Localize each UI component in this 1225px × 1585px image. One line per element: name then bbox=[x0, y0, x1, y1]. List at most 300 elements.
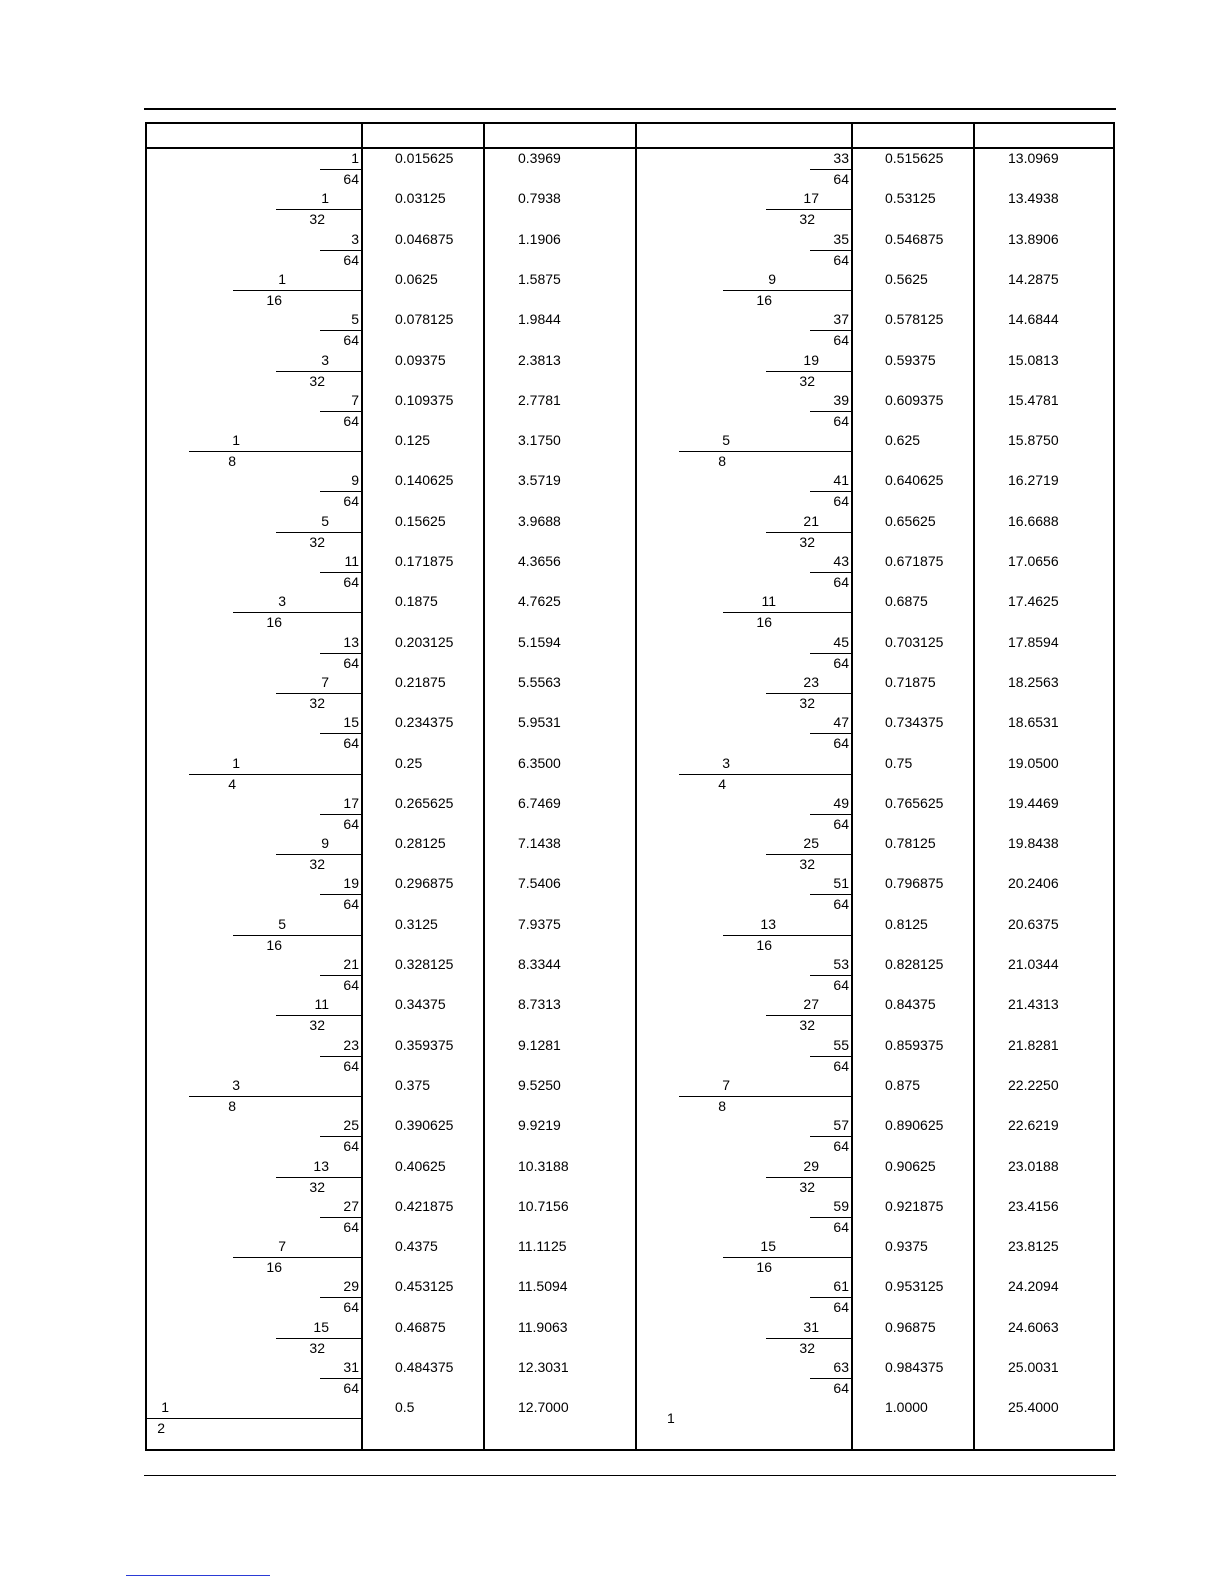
fraction-denominator: 16 bbox=[756, 614, 772, 631]
millimeter-value: 1.9844 bbox=[518, 311, 561, 328]
decimal-inch-value: 0.59375 bbox=[885, 351, 936, 368]
fraction-bar bbox=[766, 693, 851, 694]
millimeter-value: 17.0656 bbox=[1008, 553, 1059, 569]
fraction-numerator: 29 bbox=[803, 1157, 819, 1174]
millimeter-value: 11.1125 bbox=[518, 1238, 567, 1255]
decimal-inch-value: 0.359375 bbox=[395, 1036, 454, 1053]
fraction-numerator: 27 bbox=[343, 1197, 359, 1214]
fraction-denominator: 32 bbox=[309, 533, 325, 550]
decimal-inch-value: 0.421875 bbox=[395, 1197, 454, 1214]
decimal-inch-value: 0.484375 bbox=[395, 1359, 454, 1375]
fraction-numerator: 55 bbox=[833, 1036, 849, 1053]
millimeter-value: 19.8438 bbox=[1008, 835, 1059, 852]
column-divider bbox=[973, 124, 975, 1449]
fraction-numerator: 47 bbox=[833, 714, 849, 731]
fraction-denominator: 64 bbox=[343, 251, 359, 268]
millimeter-value: 1.1906 bbox=[518, 230, 561, 247]
decimal-inch-value: 0.5 bbox=[395, 1399, 415, 1416]
millimeter-value: 7.9375 bbox=[518, 915, 561, 932]
millimeter-value: 25.4000 bbox=[1008, 1399, 1059, 1416]
fraction-bar bbox=[276, 1338, 361, 1339]
fraction-bar bbox=[810, 1297, 851, 1298]
fraction-numerator: 7 bbox=[722, 1076, 730, 1093]
fraction-bar bbox=[189, 1096, 361, 1097]
fraction-bar bbox=[810, 733, 851, 734]
millimeter-value: 7.1438 bbox=[518, 835, 561, 852]
fraction-numerator: 11 bbox=[344, 553, 359, 569]
fraction-denominator: 32 bbox=[309, 1339, 325, 1356]
decimal-inch-value: 0.390625 bbox=[395, 1117, 454, 1134]
fraction-numerator: 37 bbox=[833, 311, 849, 328]
fraction-numerator: 31 bbox=[803, 1318, 819, 1335]
fraction-numerator: 9 bbox=[768, 270, 776, 287]
fraction-numerator: 23 bbox=[343, 1036, 359, 1053]
fraction-numerator: 3 bbox=[321, 351, 329, 368]
millimeter-value: 24.2094 bbox=[1008, 1278, 1059, 1295]
decimal-inch-value: 0.734375 bbox=[885, 714, 944, 731]
fraction-denominator: 64 bbox=[343, 332, 359, 349]
millimeter-value: 23.4156 bbox=[1008, 1197, 1059, 1214]
column-divider bbox=[851, 124, 853, 1449]
fraction-bar bbox=[276, 693, 361, 694]
fraction-denominator: 32 bbox=[799, 533, 815, 550]
decimal-inch-value: 0.21875 bbox=[395, 673, 446, 690]
fraction-bar bbox=[320, 250, 361, 251]
fraction-bar bbox=[146, 1418, 361, 1419]
fraction-denominator: 32 bbox=[799, 372, 815, 389]
millimeter-value: 5.9531 bbox=[518, 714, 561, 731]
decimal-inch-value: 0.859375 bbox=[885, 1036, 944, 1053]
fraction-numerator: 5 bbox=[722, 432, 730, 449]
fraction-bar bbox=[810, 491, 851, 492]
fraction-denominator: 8 bbox=[228, 1097, 236, 1114]
millimeter-value: 13.0969 bbox=[1008, 150, 1059, 166]
fraction-bar bbox=[320, 733, 361, 734]
millimeter-value: 17.8594 bbox=[1008, 633, 1059, 650]
fraction-bar bbox=[766, 532, 851, 533]
fraction-numerator: 61 bbox=[833, 1278, 849, 1295]
fraction-denominator: 64 bbox=[343, 1380, 359, 1396]
fraction-denominator: 8 bbox=[718, 453, 726, 470]
millimeter-value: 2.3813 bbox=[518, 351, 561, 368]
millimeter-value: 9.9219 bbox=[518, 1117, 561, 1134]
millimeter-value: 7.5406 bbox=[518, 875, 561, 892]
decimal-inch-value: 0.671875 bbox=[885, 553, 944, 569]
fraction-bar bbox=[233, 1257, 361, 1258]
fraction-numerator: 15 bbox=[760, 1238, 776, 1255]
decimal-inch-value: 0.71875 bbox=[885, 673, 936, 690]
millimeter-value: 10.7156 bbox=[518, 1197, 569, 1214]
fraction-numerator: 5 bbox=[278, 915, 286, 932]
millimeter-value: 17.4625 bbox=[1008, 593, 1059, 610]
decimal-inch-value: 0.09375 bbox=[395, 351, 446, 368]
fraction-denominator: 8 bbox=[718, 1097, 726, 1114]
fraction-denominator: 64 bbox=[343, 412, 359, 429]
fraction-numerator: 51 bbox=[833, 875, 849, 892]
fraction-denominator: 64 bbox=[343, 1138, 359, 1155]
fraction-denominator: 64 bbox=[343, 171, 359, 187]
fraction-bar bbox=[810, 1378, 851, 1379]
fraction-numerator: 1 bbox=[351, 150, 359, 166]
fraction-bar bbox=[810, 653, 851, 654]
fraction-numerator: 17 bbox=[803, 190, 819, 207]
decimal-inch-value: 0.546875 bbox=[885, 230, 944, 247]
decimal-inch-value: 0.765625 bbox=[885, 794, 944, 811]
millimeter-value: 22.6219 bbox=[1008, 1117, 1059, 1134]
fraction-bar bbox=[766, 1177, 851, 1178]
decimal-inch-value: 0.609375 bbox=[885, 391, 944, 408]
table-header-row bbox=[147, 124, 1113, 149]
fraction-denominator: 16 bbox=[756, 1259, 772, 1276]
fraction-denominator: 64 bbox=[343, 493, 359, 510]
fraction-numerator: 1 bbox=[232, 432, 240, 449]
fraction-denominator: 32 bbox=[799, 211, 815, 228]
fraction-bar bbox=[320, 1297, 361, 1298]
fraction-denominator: 64 bbox=[343, 815, 359, 832]
fraction-numerator: 59 bbox=[833, 1197, 849, 1214]
fraction-denominator: 64 bbox=[343, 735, 359, 752]
decimal-inch-value: 0.140625 bbox=[395, 472, 454, 489]
millimeter-value: 2.7781 bbox=[518, 391, 561, 408]
millimeter-value: 20.2406 bbox=[1008, 875, 1059, 892]
decimal-inch-value: 0.6875 bbox=[885, 593, 928, 610]
decimal-inch-value: 0.296875 bbox=[395, 875, 454, 892]
fraction-denominator: 32 bbox=[799, 1017, 815, 1034]
millimeter-value: 18.6531 bbox=[1008, 714, 1059, 731]
column-divider bbox=[635, 124, 637, 1449]
decimal-inch-value: 0.890625 bbox=[885, 1117, 944, 1134]
decimal-inch-value: 0.25 bbox=[395, 754, 423, 771]
fraction-bar bbox=[723, 612, 851, 613]
fraction-bar bbox=[766, 1015, 851, 1016]
millimeter-value: 8.7313 bbox=[518, 996, 561, 1013]
fraction-bar bbox=[320, 1217, 361, 1218]
fraction-denominator: 64 bbox=[833, 251, 849, 268]
fraction-bar bbox=[320, 814, 361, 815]
fraction-bar bbox=[320, 975, 361, 976]
fraction-denominator: 64 bbox=[833, 412, 849, 429]
decimal-inch-value: 0.921875 bbox=[885, 1197, 944, 1214]
fraction-numerator: 15 bbox=[313, 1318, 329, 1335]
fraction-bar bbox=[320, 1378, 361, 1379]
fraction-denominator: 4 bbox=[718, 775, 726, 792]
millimeter-value: 1.5875 bbox=[518, 270, 561, 287]
fraction-bar bbox=[320, 491, 361, 492]
fraction-numerator: 11 bbox=[314, 996, 329, 1013]
millimeter-value: 11.9063 bbox=[518, 1318, 568, 1335]
fraction-numerator: 33 bbox=[833, 150, 849, 166]
millimeter-value: 16.2719 bbox=[1008, 472, 1059, 489]
footer-link-underline bbox=[126, 1575, 270, 1576]
fraction-bar bbox=[723, 935, 851, 936]
fraction-bar bbox=[233, 290, 361, 291]
fraction-bar bbox=[320, 894, 361, 895]
fraction-denominator: 8 bbox=[228, 453, 236, 470]
millimeter-value: 19.0500 bbox=[1008, 754, 1059, 771]
millimeter-value: 16.6688 bbox=[1008, 512, 1059, 529]
fraction-numerator: 19 bbox=[343, 875, 359, 892]
fraction-numerator: 11 bbox=[761, 593, 776, 610]
decimal-inch-value: 0.90625 bbox=[885, 1157, 936, 1174]
fraction-numerator: 63 bbox=[833, 1359, 849, 1375]
millimeter-value: 18.2563 bbox=[1008, 673, 1059, 690]
fraction-numerator: 1 bbox=[232, 754, 240, 771]
fraction-denominator: 64 bbox=[833, 332, 849, 349]
fraction-numerator: 3 bbox=[351, 230, 359, 247]
millimeter-value: 20.6375 bbox=[1008, 915, 1059, 932]
bottom-rule bbox=[144, 1475, 1116, 1476]
fraction-numerator: 19 bbox=[803, 351, 819, 368]
fraction-denominator: 64 bbox=[343, 1218, 359, 1235]
fraction-numerator: 21 bbox=[343, 956, 359, 972]
millimeter-value: 4.7625 bbox=[518, 593, 561, 610]
millimeter-value: 0.3969 bbox=[518, 150, 561, 166]
fraction-denominator: 64 bbox=[833, 1380, 849, 1396]
decimal-inch-value: 0.96875 bbox=[885, 1318, 936, 1335]
fraction-bar bbox=[276, 1177, 361, 1178]
fraction-numerator: 7 bbox=[278, 1238, 286, 1255]
millimeter-value: 21.4313 bbox=[1008, 996, 1059, 1013]
decimal-inch-value: 0.1875 bbox=[395, 593, 438, 610]
fraction-denominator: 16 bbox=[756, 936, 772, 953]
fraction-numerator: 13 bbox=[760, 915, 776, 932]
millimeter-value: 0.7938 bbox=[518, 190, 561, 207]
millimeter-value: 4.3656 bbox=[518, 553, 561, 569]
decimal-inch-value: 0.40625 bbox=[395, 1157, 446, 1174]
fraction-denominator: 32 bbox=[799, 856, 815, 873]
decimal-inch-value: 0.65625 bbox=[885, 512, 936, 529]
decimal-inch-value: 0.4375 bbox=[395, 1238, 438, 1255]
fraction-denominator: 64 bbox=[833, 1218, 849, 1235]
fraction-numerator: 35 bbox=[833, 230, 849, 247]
decimal-inch-value: 0.953125 bbox=[885, 1278, 944, 1295]
fraction-denominator: 64 bbox=[833, 654, 849, 671]
decimal-inch-value: 0.15625 bbox=[395, 512, 446, 529]
fraction-numerator: 25 bbox=[803, 835, 819, 852]
fraction-bar bbox=[233, 612, 361, 613]
fraction-bar bbox=[810, 411, 851, 412]
fraction-denominator: 64 bbox=[343, 1299, 359, 1316]
fraction-numerator: 7 bbox=[321, 673, 329, 690]
millimeter-value: 23.8125 bbox=[1008, 1238, 1059, 1255]
fraction-numerator: 3 bbox=[278, 593, 286, 610]
decimal-inch-value: 0.046875 bbox=[395, 230, 454, 247]
fraction-bar bbox=[189, 451, 361, 452]
fraction-numerator: 1 bbox=[278, 270, 286, 287]
fraction-denominator: 32 bbox=[309, 1178, 325, 1195]
decimal-inch-value: 0.703125 bbox=[885, 633, 944, 650]
fraction-bar bbox=[276, 209, 361, 210]
millimeter-value: 14.6844 bbox=[1008, 311, 1059, 328]
fraction-bar bbox=[320, 169, 361, 170]
fraction-numerator: 25 bbox=[343, 1117, 359, 1134]
decimal-inch-value: 0.828125 bbox=[885, 956, 944, 972]
millimeter-value: 13.8906 bbox=[1008, 230, 1059, 247]
millimeter-value: 9.1281 bbox=[518, 1036, 561, 1053]
fraction-denominator: 32 bbox=[309, 856, 325, 873]
decimal-inch-value: 1.0000 bbox=[885, 1399, 928, 1416]
millimeter-value: 5.5563 bbox=[518, 673, 561, 690]
decimal-inch-value: 0.8125 bbox=[885, 915, 928, 932]
fraction-numerator: 39 bbox=[833, 391, 849, 408]
fraction-bar bbox=[276, 854, 361, 855]
fraction-bar bbox=[810, 1217, 851, 1218]
fraction-bar bbox=[766, 1338, 851, 1339]
fraction-denominator: 64 bbox=[343, 896, 359, 913]
decimal-inch-value: 0.0625 bbox=[395, 270, 438, 287]
fraction-denominator: 16 bbox=[266, 291, 282, 308]
fraction-numerator: 23 bbox=[803, 673, 819, 690]
top-rule bbox=[144, 108, 1116, 110]
decimal-inch-value: 0.53125 bbox=[885, 190, 936, 207]
millimeter-value: 23.0188 bbox=[1008, 1157, 1059, 1174]
decimal-inch-value: 0.078125 bbox=[395, 311, 454, 328]
decimal-inch-value: 0.515625 bbox=[885, 150, 944, 166]
fraction-denominator: 16 bbox=[266, 1259, 282, 1276]
fraction-numerator: 1 bbox=[161, 1399, 169, 1416]
fraction-bar bbox=[320, 1136, 361, 1137]
millimeter-value: 12.3031 bbox=[518, 1359, 569, 1375]
fraction-bar bbox=[810, 169, 851, 170]
fraction-bar bbox=[320, 572, 361, 573]
fraction-denominator: 64 bbox=[833, 977, 849, 993]
fraction-bar bbox=[233, 935, 361, 936]
fraction-numerator: 15 bbox=[343, 714, 359, 731]
fraction-numerator: 5 bbox=[351, 311, 359, 328]
fraction-numerator: 13 bbox=[343, 633, 359, 650]
decimal-inch-value: 0.28125 bbox=[395, 835, 446, 852]
fraction-numerator: 21 bbox=[803, 512, 819, 529]
millimeter-value: 25.0031 bbox=[1008, 1359, 1059, 1375]
fraction-conversion-table bbox=[145, 122, 1115, 1451]
fraction-denominator: 16 bbox=[266, 614, 282, 631]
fraction-denominator: 64 bbox=[833, 1138, 849, 1155]
decimal-inch-value: 0.5625 bbox=[885, 270, 928, 287]
decimal-inch-value: 0.109375 bbox=[395, 391, 454, 408]
fraction-bar bbox=[679, 774, 851, 775]
fraction-bar bbox=[679, 1096, 851, 1097]
millimeter-value: 13.4938 bbox=[1008, 190, 1059, 207]
decimal-inch-value: 0.234375 bbox=[395, 714, 454, 731]
fraction-bar bbox=[810, 1136, 851, 1137]
fraction-denominator: 32 bbox=[799, 1178, 815, 1195]
fraction-bar bbox=[810, 894, 851, 895]
fraction-bar bbox=[810, 814, 851, 815]
fraction-denominator: 32 bbox=[799, 1339, 815, 1356]
decimal-inch-value: 0.984375 bbox=[885, 1359, 944, 1375]
fraction-denominator: 16 bbox=[266, 936, 282, 953]
fraction-numerator: 3 bbox=[722, 754, 730, 771]
decimal-inch-value: 0.453125 bbox=[395, 1278, 454, 1295]
fraction-denominator: 64 bbox=[833, 815, 849, 832]
decimal-inch-value: 0.78125 bbox=[885, 835, 936, 852]
millimeter-value: 3.5719 bbox=[518, 472, 561, 489]
decimal-inch-value: 0.203125 bbox=[395, 633, 454, 650]
decimal-inch-value: 0.46875 bbox=[395, 1318, 446, 1335]
millimeter-value: 24.6063 bbox=[1008, 1318, 1059, 1335]
fraction-denominator: 64 bbox=[343, 574, 359, 590]
fraction-denominator: 16 bbox=[756, 291, 772, 308]
millimeter-value: 15.4781 bbox=[1008, 391, 1059, 408]
fraction-denominator: 64 bbox=[833, 1057, 849, 1074]
fraction-bar bbox=[320, 653, 361, 654]
decimal-inch-value: 0.625 bbox=[885, 432, 921, 449]
fraction-numerator: 27 bbox=[803, 996, 819, 1013]
decimal-inch-value: 0.640625 bbox=[885, 472, 944, 489]
decimal-inch-value: 0.875 bbox=[885, 1076, 921, 1093]
fraction-bar bbox=[766, 371, 851, 372]
fraction-bar bbox=[810, 250, 851, 251]
fraction-numerator: 3 bbox=[232, 1076, 240, 1093]
fraction-denominator: 64 bbox=[833, 735, 849, 752]
fraction-denominator: 2 bbox=[157, 1420, 165, 1437]
fraction-denominator: 32 bbox=[309, 694, 325, 711]
decimal-inch-value: 0.015625 bbox=[395, 150, 454, 166]
decimal-inch-value: 0.3125 bbox=[395, 915, 438, 932]
fraction-denominator: 64 bbox=[833, 574, 849, 590]
fraction-numerator: 1 bbox=[321, 190, 329, 207]
millimeter-value: 22.2250 bbox=[1008, 1076, 1059, 1093]
millimeter-value: 19.4469 bbox=[1008, 794, 1059, 811]
fraction-denominator: 64 bbox=[343, 654, 359, 671]
millimeter-value: 9.5250 bbox=[518, 1076, 561, 1093]
fraction-numerator: 41 bbox=[833, 472, 849, 489]
fraction-numerator: 9 bbox=[321, 835, 329, 852]
fraction-numerator: 17 bbox=[343, 794, 359, 811]
decimal-inch-value: 0.03125 bbox=[395, 190, 446, 207]
decimal-inch-value: 0.125 bbox=[395, 432, 431, 449]
column-divider bbox=[361, 124, 363, 1449]
fraction-bar bbox=[679, 451, 851, 452]
millimeter-value: 15.8750 bbox=[1008, 432, 1059, 449]
fraction-bar bbox=[810, 330, 851, 331]
millimeter-value: 3.9688 bbox=[518, 512, 561, 529]
decimal-inch-value: 0.75 bbox=[885, 754, 913, 771]
fraction-bar bbox=[189, 774, 361, 775]
fraction-numerator: 45 bbox=[833, 633, 849, 650]
fraction-bar bbox=[320, 330, 361, 331]
decimal-inch-value: 0.171875 bbox=[395, 553, 454, 569]
fraction-denominator: 64 bbox=[343, 977, 359, 993]
decimal-inch-value: 0.9375 bbox=[885, 1238, 928, 1255]
fraction-bar bbox=[723, 290, 851, 291]
decimal-inch-value: 0.578125 bbox=[885, 311, 944, 328]
fraction-denominator: 64 bbox=[833, 493, 849, 510]
millimeter-value: 21.8281 bbox=[1008, 1036, 1059, 1053]
fraction-numerator: 29 bbox=[343, 1278, 359, 1295]
fraction-numerator: 7 bbox=[351, 391, 359, 408]
fraction-denominator: 32 bbox=[309, 211, 325, 228]
millimeter-value: 10.3188 bbox=[518, 1157, 569, 1174]
column-divider bbox=[483, 124, 485, 1449]
fraction-denominator: 4 bbox=[228, 775, 236, 792]
fraction-denominator: 64 bbox=[833, 171, 849, 187]
fraction-denominator: 32 bbox=[799, 694, 815, 711]
fraction-bar bbox=[320, 1056, 361, 1057]
millimeter-value: 3.1750 bbox=[518, 432, 561, 449]
fraction-bar bbox=[810, 572, 851, 573]
decimal-inch-value: 0.375 bbox=[395, 1076, 431, 1093]
fraction-numerator: 9 bbox=[351, 472, 359, 489]
fraction-bar bbox=[810, 975, 851, 976]
millimeter-value: 11.5094 bbox=[518, 1278, 568, 1295]
millimeter-value: 15.0813 bbox=[1008, 351, 1059, 368]
fraction-numerator: 43 bbox=[833, 553, 849, 569]
decimal-inch-value: 0.34375 bbox=[395, 996, 446, 1013]
fraction-numerator: 5 bbox=[321, 512, 329, 529]
millimeter-value: 8.3344 bbox=[518, 956, 561, 972]
millimeter-value: 6.7469 bbox=[518, 794, 561, 811]
